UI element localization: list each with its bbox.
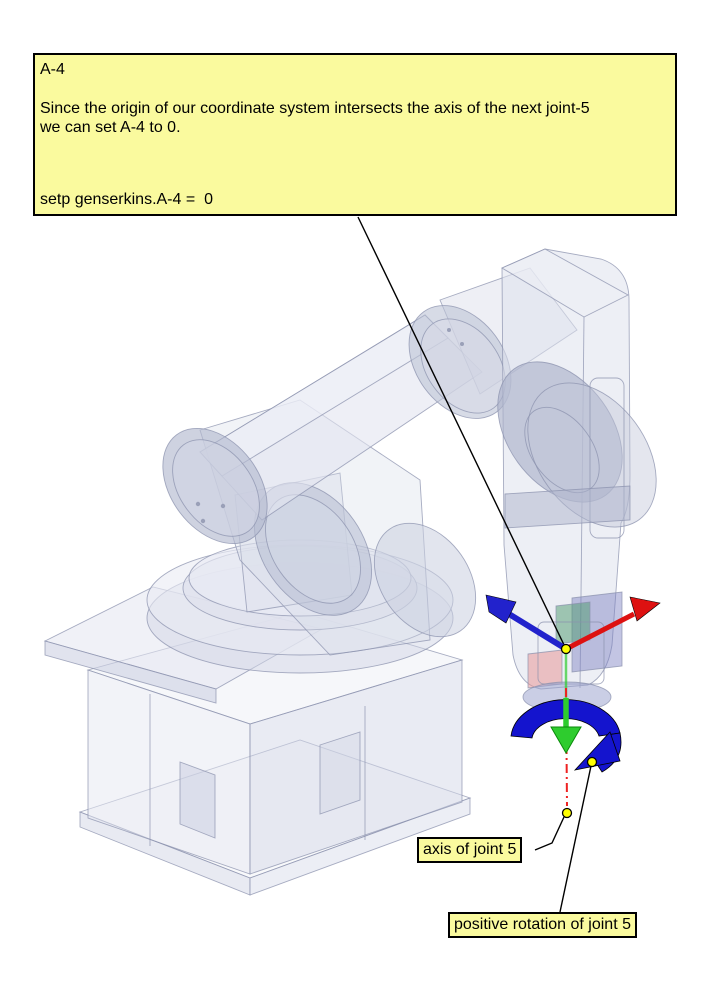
- origin-marker-dot: [562, 645, 571, 654]
- bolt-dot: [221, 504, 225, 508]
- z-axis-head: [551, 727, 581, 753]
- note-body: [40, 99, 590, 137]
- bolt-dot: [460, 342, 464, 346]
- base-inner-pillar: [320, 732, 360, 814]
- note-title: A-4: [40, 61, 65, 78]
- bolt-dot: [201, 519, 205, 523]
- robot-arm: [45, 249, 683, 895]
- bolt-dot: [447, 328, 451, 332]
- note-command: setp genserkins.A-4 = 0: [40, 191, 213, 208]
- x-axis-head: [630, 597, 660, 621]
- positive-rotation-callout: positive rotation of joint 5: [448, 912, 637, 938]
- bolt-dot: [196, 502, 200, 506]
- axis-of-joint5-callout: axis of joint 5: [417, 837, 522, 863]
- note-body-line2: we can set A-4 to 0.: [40, 119, 181, 136]
- axis-marker-dot: [563, 809, 572, 818]
- rotation-callout-leader: [560, 766, 591, 912]
- note-box: [33, 53, 677, 216]
- rotation-marker-dot: [588, 758, 597, 767]
- note-body-line1: Since the origin of our coordinate system intersects the axis of the next joint-5: [40, 100, 590, 117]
- axis-callout-leader: [535, 817, 564, 850]
